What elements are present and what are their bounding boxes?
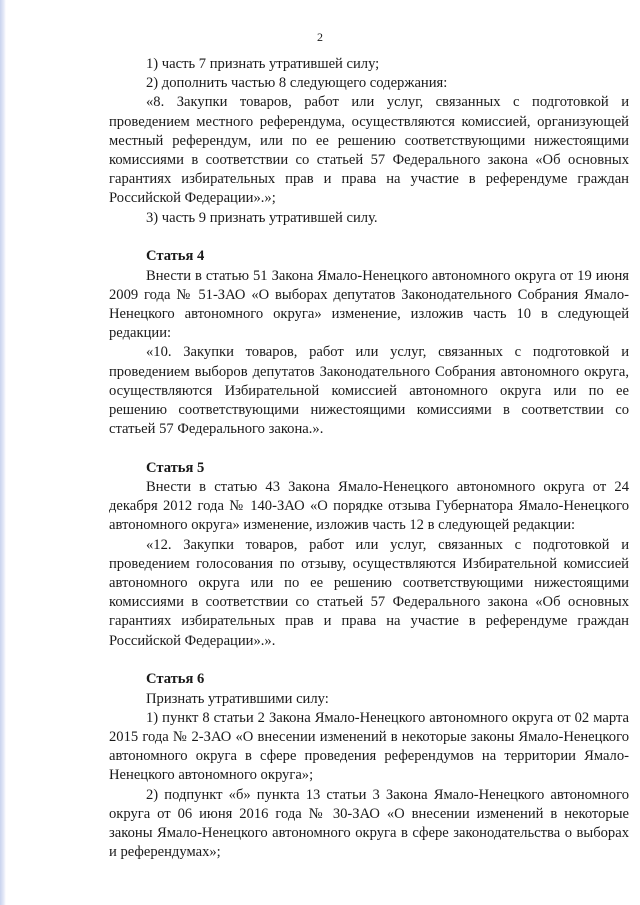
paragraph-item-1: 1) часть 7 признать утратившей силу; (146, 56, 380, 72)
article-4-paragraph: Внести в статью 51 Закона Ямало-Ненецкого автономного округа от 19 июня 2009 года № 51-ЗАО «О выборах депутатов Законодательного Собрания Ямало-Ненецкого автономного округа» изменение, изложив часть 10 в следующей редакции: (109, 267, 629, 342)
article-5-quote: «12. Закупки товаров, работ или услуг, связанных с подготовкой и проведением голосования по отзыву, осуществляются Избирательной комиссией автономного округа или по ее решению соответствующими нижестоящими комиссиями в соответствии со статьей 57 Федерального закона «Об основных гарантиях избирательных прав и права на участие в референдуме граждан Российской Федерации».». (109, 536, 629, 649)
paragraph-item-3: 3) часть 9 признать утратившей силу. (146, 209, 378, 226)
article-6-intro: Признать утратившими силу: (146, 690, 329, 707)
document-body (109, 55, 629, 862)
article-6-heading: Статья 6 (146, 671, 205, 688)
page-number: 2 (317, 30, 323, 44)
scan-edge-strip (0, 0, 6, 905)
paragraph-quote-part-8: «8. Закупки товаров, работ или услуг, связанных с подготовкой и проведением местного референдума, осуществляются комиссией, организующей местный референдум, или по ее решению соответствующими нижестоящими комиссиями в соответствии со статьей 57 Федерального закона «Об основных гарантиях избирательных прав и права на участие в референдуме граждан Российской Федерации».»; (109, 94, 629, 207)
article-6-item-1: 1) пункт 8 статьи 2 Закона Ямало-Ненецкого автономного округа от 02 марта 2015 года № 2-ЗАО «О внесении изменений в некоторые законы Ямало-Ненецкого автономного округа в сфере проведения референдумов на территории Ямало-Ненецкого автономного округа»; (109, 709, 629, 784)
article-4-quote: «10. Закупки товаров, работ или услуг, связанных с подготовкой и проведением выборов депутатов Законодательного Собрания автономного округа, осуществляются Избирательной комиссией автономного округа или по ее решению соответствующими нижестоящими комиссиями в соответствии со статьей 57 Федерального закона.». (109, 344, 629, 438)
article-5-paragraph: Внести в статью 43 Закона Ямало-Ненецкого автономного округа от 24 декабря 2012 года № 140-ЗАО «О порядке отзыва Губернатора Ямало-Ненецкого автономного округа» изменение, изложив часть 12 в следующей редакции: (109, 479, 629, 534)
paragraph-item-2: 2) дополнить частью 8 следующего содержания: (146, 75, 448, 92)
article-5-heading: Статья 5 (146, 459, 205, 476)
article-6-item-2: 2) подпункт «б» пункта 13 статьи 3 Закона Ямало-Ненецкого автономного округа от 06 июня 2016 года № 30-ЗАО «О внесении изменений в некоторые законы Ямало-Ненецкого автономного округа в сфере законодательства о выборах и референдумах»; (109, 786, 629, 861)
article-4-heading: Статья 4 (146, 248, 205, 265)
